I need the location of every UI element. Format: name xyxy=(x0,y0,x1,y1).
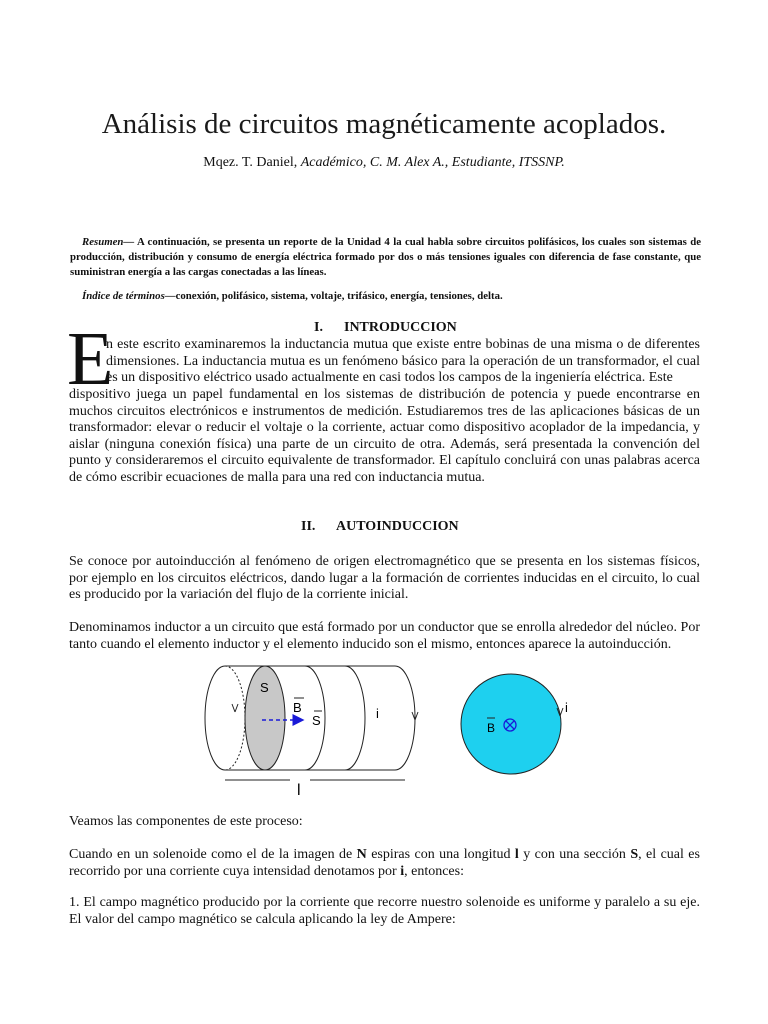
symbol-n: N xyxy=(356,847,367,862)
section-title: AUTOINDUCCION xyxy=(336,519,459,534)
symbol-i: i xyxy=(400,863,405,879)
text-run: y con una sección xyxy=(518,847,631,862)
drop-cap: E xyxy=(67,317,114,401)
autoinduccion-paragraph-1: Se conoce por autoinducción al fenómeno de origen electromagnético que se presenta en los sistemas físicos, por ejemplo en los circuitos eléctricos, dando lugar a la formación de corrientes inducidas en el circuito, lo cual es producido por la variación del flujo de la corriente inicial. xyxy=(69,554,700,602)
label-i: i xyxy=(376,706,379,721)
veamos-paragraph: Veamos las componentes de este proceso: xyxy=(69,814,303,829)
section-heading-autoinduccion xyxy=(301,519,459,535)
abstract-text: A continuación, se presenta un reporte de la Unidad 4 la cual habla sobre circuitos polifásicos, los cuales son sistemas de producción, distribución y consumo de energía eléctrica formado por dos o más tensiones iguales con diferencia de fase constante, que suministran energía a las cargas conectadas a las líneas. xyxy=(70,236,701,278)
paper-title: Análisis de circuitos magnéticamente acoplados. xyxy=(101,108,667,140)
section-number: I. xyxy=(314,320,323,335)
intro-paragraph-rest: dispositivo juega un papel fundamental en los sistemas de distribución de potencia y puede encontrarse en muchos circuitos electrónicos e instrumentos de medición. Estudiaremos tres de las aplicaciones básicas de un transformador: elevar o reducir el voltaje o la corriente, actuar como dispositivo acoplador de la impedancia, y aislar (ninguna conexión física) una parte de un circuito de otra. Además, será presentada la convención del punto y consideraremos el circuito equivalente de transformador. El capítulo concluirá con unas palabras acerca de cómo escribir ecuaciones de malla para una red con inductancia mutua. xyxy=(69,387,700,485)
section-title: INTRODUCCION xyxy=(344,320,457,335)
author-affiliation: Académico, C. M. Alex A., Estudiante, ITSSNP. xyxy=(300,155,565,170)
index-terms-label: Índice de términos xyxy=(82,290,165,302)
solenoid-figure xyxy=(190,660,590,800)
text-run: Cuando en un solenoide como el de la imagen de xyxy=(69,847,357,862)
magnetic-field-paragraph: 1. El campo magnético producido por la corriente que recorre nuestro solenoide es uniforme y paralelo a su eje. El valor del campo magnético se calcula aplicando la ley de Ampere: xyxy=(69,895,700,927)
solenoid-paragraph xyxy=(69,847,700,880)
section-number: II. xyxy=(301,519,316,534)
text-run: espiras con una longitud xyxy=(366,847,515,862)
index-terms xyxy=(70,289,701,304)
autoinduccion-paragraph-2: Denominamos inductor a un circuito que está formado por un conductor que se enrolla alrededor del núcleo. Por tanto cuando el elemento inductor y el elemento inducido son el mismo, entonces aparece la autoinducción. xyxy=(69,620,700,652)
text-run: , entonces: xyxy=(404,863,464,879)
symbol-l: l xyxy=(514,847,519,862)
label-b: B xyxy=(293,700,302,715)
label-s-vector: S xyxy=(312,713,321,728)
label-length: l xyxy=(297,782,301,799)
section-heading-introduccion xyxy=(314,320,457,336)
intro-paragraph-start: n este escrito examinaremos la inductancia mutua que existe entre bobinas de una misma o de diferentes dimensiones. La inductancia mutua es un fenómeno básico para la operación de un transformador, el cual es un dispositivo eléctrico usado actualmente en casi todos los campos de la ingeniería eléctrica. Este xyxy=(106,337,700,385)
abstract xyxy=(70,235,701,280)
label-i-circle: i xyxy=(565,700,568,715)
symbol-s: S xyxy=(630,847,639,862)
label-s: S xyxy=(260,680,269,695)
author-line xyxy=(0,155,768,171)
index-terms-text: —conexión, polifásico, sistema, voltaje, trifásico, energía, tensiones, delta. xyxy=(164,290,503,302)
author-names: Mqez. T. Daniel, xyxy=(203,155,298,170)
abstract-label: Resumen— xyxy=(82,236,135,248)
label-b-circle: B xyxy=(487,721,496,735)
text-run: , el cual es recorrido por una corriente cuya intensidad denotamos por xyxy=(69,847,700,879)
